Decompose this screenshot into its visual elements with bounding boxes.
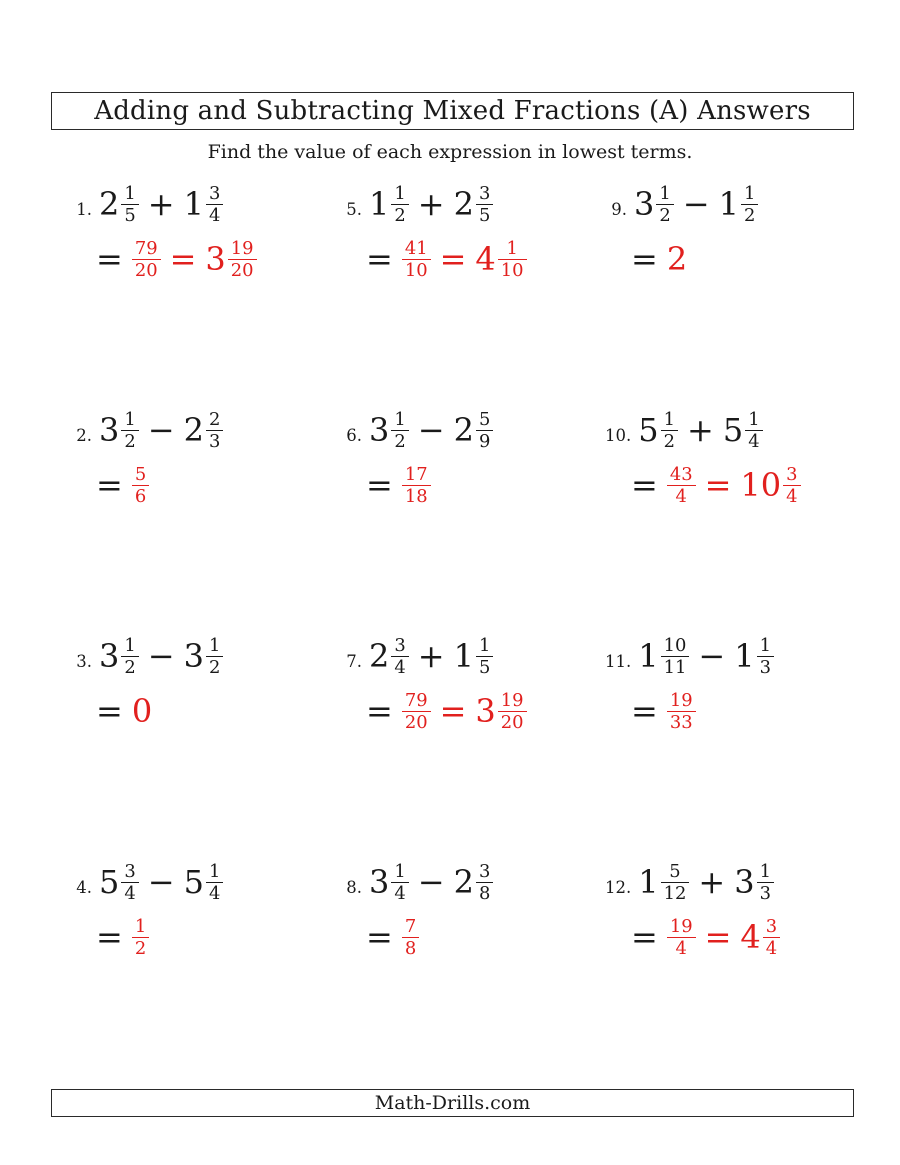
equals-sign: =	[631, 692, 658, 730]
fraction-numerator: 5	[478, 408, 491, 430]
fraction-denominator: 20	[498, 711, 527, 732]
fraction-numerator: 43	[669, 463, 693, 485]
fraction	[661, 862, 690, 904]
whole-number: 4	[740, 918, 761, 956]
fraction-numerator: 79	[404, 689, 428, 711]
minus-sign: −	[147, 411, 175, 449]
problem-number: 10.	[605, 426, 632, 445]
whole-number: 3	[475, 692, 496, 730]
fraction-denominator: 2	[661, 430, 678, 451]
fraction	[391, 410, 408, 452]
answer-line	[631, 687, 870, 735]
whole-number: 3	[99, 411, 120, 449]
fraction	[763, 917, 780, 959]
answer-line	[631, 461, 870, 509]
fraction	[121, 184, 138, 226]
equals-sign: =	[439, 692, 467, 730]
expression-line	[605, 632, 870, 686]
fraction-numerator: 19	[669, 915, 693, 937]
problem-number: 12.	[605, 878, 632, 897]
fraction	[498, 691, 527, 733]
fraction-numerator: 41	[404, 237, 428, 259]
fraction-numerator: 1	[134, 915, 147, 937]
fraction-numerator: 3	[478, 182, 491, 204]
minus-sign: −	[417, 863, 445, 901]
fraction	[667, 917, 696, 959]
problem-number: 9.	[611, 200, 627, 219]
problem-6	[340, 402, 605, 628]
whole-number: 5	[183, 863, 204, 901]
fraction	[402, 691, 431, 733]
equals-sign: =	[704, 466, 732, 504]
fraction-numerator: 1	[124, 182, 136, 204]
mixed-number	[723, 406, 763, 454]
fraction-denominator: 4	[121, 882, 138, 903]
answer-line	[96, 461, 340, 509]
expression-line	[605, 858, 870, 912]
expression-line	[340, 180, 605, 234]
equals-sign: =	[366, 692, 393, 730]
fraction-numerator: 1	[663, 408, 676, 430]
fraction	[121, 862, 138, 904]
mixed-number	[184, 632, 224, 680]
minus-sign: −	[682, 185, 710, 223]
fraction	[206, 410, 223, 452]
equals-sign: =	[439, 240, 467, 278]
whole-number: 0	[131, 692, 153, 730]
fraction-numerator: 3	[765, 915, 778, 937]
whole-number: 1	[453, 637, 474, 675]
fraction-denominator: 2	[132, 937, 149, 958]
fraction-numerator: 10	[663, 634, 687, 656]
expression-line	[340, 406, 605, 460]
minus-sign: −	[698, 637, 726, 675]
fraction	[132, 239, 161, 281]
fraction-denominator: 5	[121, 204, 138, 225]
minus-sign: −	[147, 863, 175, 901]
fraction-denominator: 5	[476, 204, 493, 225]
equals-sign: =	[704, 918, 732, 956]
fraction-denominator: 33	[667, 711, 696, 732]
expression-line	[605, 406, 870, 460]
problem-number: 3.	[76, 652, 92, 671]
problem-number: 7.	[346, 652, 362, 671]
whole-number: 2	[666, 240, 688, 278]
fraction	[476, 862, 493, 904]
fraction	[476, 184, 493, 226]
fraction-denominator: 4	[745, 430, 762, 451]
fraction-denominator: 12	[661, 882, 690, 903]
fraction-numerator: 1	[394, 408, 406, 430]
fraction-denominator: 4	[667, 485, 696, 506]
plus-sign: +	[417, 185, 445, 223]
fraction-numerator: 3	[394, 634, 406, 656]
fraction	[132, 917, 149, 959]
equals-sign: =	[366, 240, 393, 278]
fraction-denominator: 2	[741, 204, 758, 225]
equals-sign: =	[96, 466, 123, 504]
whole-number: 1	[734, 637, 755, 675]
fraction	[228, 239, 257, 281]
plus-sign: +	[698, 863, 726, 901]
title-box	[51, 92, 854, 130]
equals-sign: =	[631, 466, 658, 504]
answer-line	[96, 687, 340, 735]
fraction-numerator: 7	[404, 915, 417, 937]
minus-sign: −	[417, 411, 445, 449]
fraction	[206, 184, 223, 226]
whole-number: 3	[205, 240, 226, 278]
fraction	[206, 862, 223, 904]
fraction-denominator: 2	[121, 656, 138, 677]
answer-line	[96, 235, 340, 283]
whole-number: 3	[734, 863, 755, 901]
answer-line	[631, 235, 870, 283]
mixed-number	[184, 858, 224, 906]
expression-line	[340, 632, 605, 686]
mixed-number	[99, 180, 139, 228]
fraction-numerator: 1	[743, 182, 756, 204]
fraction	[757, 862, 774, 904]
whole-number: 3	[369, 863, 390, 901]
mixed-number	[740, 913, 780, 961]
whole-number: 2	[453, 411, 474, 449]
fraction-numerator: 19	[669, 689, 693, 711]
expression-line	[70, 406, 340, 460]
whole-number: 2	[453, 185, 474, 223]
fraction	[402, 239, 431, 281]
whole-number: 10	[740, 466, 782, 504]
mixed-number	[369, 632, 409, 680]
whole-number: 1	[369, 185, 390, 223]
fraction-numerator: 5	[669, 860, 681, 882]
answer-line	[96, 913, 340, 961]
fraction	[661, 636, 690, 678]
fraction-denominator: 3	[757, 882, 774, 903]
whole-number: 3	[369, 411, 390, 449]
mixed-number	[454, 632, 494, 680]
fraction	[667, 465, 696, 507]
mixed-number	[205, 235, 256, 283]
whole-number: 2	[369, 637, 390, 675]
fraction	[667, 691, 696, 733]
answer-line	[366, 235, 605, 283]
fraction-denominator: 3	[206, 430, 223, 451]
equals-sign: =	[96, 918, 123, 956]
mixed-number	[369, 858, 409, 906]
mixed-number	[638, 632, 689, 680]
fraction	[391, 636, 408, 678]
mixed-number	[184, 180, 224, 228]
problem-number: 5.	[346, 200, 362, 219]
fraction-denominator: 11	[661, 656, 690, 677]
fraction-denominator: 18	[402, 485, 431, 506]
whole-number: 5	[722, 411, 744, 449]
fraction-denominator: 20	[402, 711, 431, 732]
expression-line	[70, 632, 340, 686]
equals-sign: =	[631, 918, 658, 956]
whole-number: 1	[718, 185, 739, 223]
fraction-numerator: 3	[786, 463, 798, 485]
fraction-denominator: 10	[498, 259, 527, 280]
problem-9	[605, 176, 870, 402]
fraction	[745, 410, 762, 452]
fraction-denominator: 4	[391, 882, 408, 903]
problem-7	[340, 628, 605, 854]
answer-line	[631, 913, 870, 961]
fraction	[391, 184, 408, 226]
instructions-text: Find the value of each expression in lowest terms.	[207, 141, 693, 163]
whole-number: 1	[183, 185, 204, 223]
whole-number: 2	[183, 411, 204, 449]
fraction-numerator: 1	[506, 237, 518, 259]
whole-number: 3	[183, 637, 204, 675]
mixed-number	[475, 687, 526, 735]
expression-line	[70, 180, 340, 234]
fraction-numerator: 1	[759, 634, 771, 656]
fraction-denominator: 2	[391, 204, 408, 225]
page-title: Adding and Subtracting Mixed Fractions (A) Answers	[94, 96, 811, 126]
fraction-numerator: 1	[124, 634, 136, 656]
mixed-number	[634, 180, 674, 228]
fraction-numerator: 1	[759, 860, 771, 882]
fraction	[741, 184, 758, 226]
fraction-denominator: 4	[391, 656, 408, 677]
problem-10	[605, 402, 870, 628]
fraction-denominator: 3	[757, 656, 774, 677]
equals-sign: =	[366, 918, 393, 956]
mixed-number	[184, 406, 224, 454]
fraction-numerator: 1	[208, 634, 221, 656]
fraction-denominator: 6	[132, 485, 149, 506]
fraction-numerator: 17	[404, 463, 428, 485]
footer-box	[51, 1089, 854, 1117]
fraction-numerator: 19	[230, 237, 254, 259]
mixed-number	[734, 858, 774, 906]
plus-sign: +	[687, 411, 714, 449]
mixed-number	[454, 858, 494, 906]
problem-12	[605, 854, 870, 1080]
problem-number: 2.	[76, 426, 92, 445]
problem-number: 4.	[76, 878, 92, 897]
mixed-number	[638, 858, 689, 906]
mixed-number	[638, 406, 678, 454]
whole-number: 2	[453, 863, 474, 901]
fraction-numerator: 5	[134, 463, 147, 485]
mixed-number	[454, 180, 494, 228]
problem-number: 6.	[346, 426, 362, 445]
fraction	[402, 917, 419, 959]
minus-sign: −	[147, 637, 175, 675]
fraction-numerator: 1	[394, 182, 406, 204]
problem-number: 8.	[346, 878, 362, 897]
expression-line	[340, 858, 605, 912]
fraction-denominator: 20	[228, 259, 257, 280]
equals-sign: =	[631, 240, 658, 278]
equals-sign: =	[96, 692, 123, 730]
fraction-denominator: 2	[391, 430, 408, 451]
fraction-denominator: 2	[121, 430, 138, 451]
fraction	[391, 862, 408, 904]
fraction-numerator: 1	[394, 860, 406, 882]
fraction-denominator: 8	[476, 882, 493, 903]
problem-4	[70, 854, 340, 1080]
plus-sign: +	[147, 185, 175, 223]
problem-8	[340, 854, 605, 1080]
fraction-denominator: 2	[206, 656, 223, 677]
fraction	[757, 636, 774, 678]
fraction-denominator: 8	[402, 937, 419, 958]
fraction-numerator: 2	[208, 408, 221, 430]
mixed-number	[99, 406, 139, 454]
fraction	[476, 410, 493, 452]
equals-sign: =	[169, 240, 197, 278]
mixed-number	[719, 180, 759, 228]
fraction-denominator: 4	[667, 937, 696, 958]
problems-grid	[70, 176, 880, 1080]
fraction	[661, 410, 678, 452]
plus-sign: +	[417, 637, 445, 675]
fraction	[656, 184, 673, 226]
mixed-number	[369, 406, 409, 454]
fraction-denominator: 4	[206, 204, 223, 225]
problem-number: 11.	[605, 652, 632, 671]
fraction	[783, 465, 800, 507]
mixed-number	[99, 632, 139, 680]
fraction-denominator: 4	[763, 937, 780, 958]
fraction-numerator: 79	[134, 237, 158, 259]
fraction	[121, 410, 138, 452]
whole-number: 5	[638, 411, 659, 449]
whole-number: 4	[475, 240, 496, 278]
mixed-number	[740, 461, 800, 509]
whole-number: 3	[634, 185, 655, 223]
mixed-number	[454, 406, 494, 454]
mixed-number	[475, 235, 526, 283]
answer-line	[366, 913, 605, 961]
problem-1	[70, 176, 340, 402]
problem-11	[605, 628, 870, 854]
equals-sign: =	[366, 466, 393, 504]
fraction-denominator: 20	[132, 259, 161, 280]
whole-number: 1	[638, 863, 659, 901]
fraction	[132, 465, 149, 507]
fraction	[402, 465, 431, 507]
fraction	[206, 636, 223, 678]
fraction-numerator: 1	[124, 408, 136, 430]
fraction-numerator: 3	[124, 860, 136, 882]
problem-5	[340, 176, 605, 402]
expression-line	[605, 180, 870, 234]
fraction-denominator: 5	[476, 656, 493, 677]
answer-line	[366, 687, 605, 735]
answer-line	[366, 461, 605, 509]
fraction-numerator: 3	[208, 182, 221, 204]
fraction-numerator: 3	[478, 860, 491, 882]
fraction-numerator: 1	[208, 860, 221, 882]
equals-sign: =	[96, 240, 123, 278]
whole-number: 3	[99, 637, 120, 675]
problem-2	[70, 402, 340, 628]
fraction-denominator: 9	[476, 430, 493, 451]
problem-number: 1.	[76, 200, 92, 219]
footer-text: Math-Drills.com	[374, 1092, 531, 1114]
fraction-denominator: 2	[656, 204, 673, 225]
expression-line	[70, 858, 340, 912]
fraction	[476, 636, 493, 678]
whole-number: 5	[99, 863, 120, 901]
whole-number: 1	[638, 637, 659, 675]
fraction	[498, 239, 527, 281]
fraction-denominator: 4	[783, 485, 800, 506]
fraction-numerator: 19	[500, 689, 524, 711]
fraction-numerator: 1	[659, 182, 671, 204]
problem-3	[70, 628, 340, 854]
fraction	[121, 636, 138, 678]
fraction-numerator: 1	[478, 634, 491, 656]
mixed-number	[369, 180, 409, 228]
mixed-number	[99, 858, 139, 906]
fraction-numerator: 1	[748, 408, 760, 430]
fraction-denominator: 4	[206, 882, 223, 903]
fraction-denominator: 10	[402, 259, 431, 280]
whole-number: 2	[99, 185, 120, 223]
mixed-number	[734, 632, 774, 680]
